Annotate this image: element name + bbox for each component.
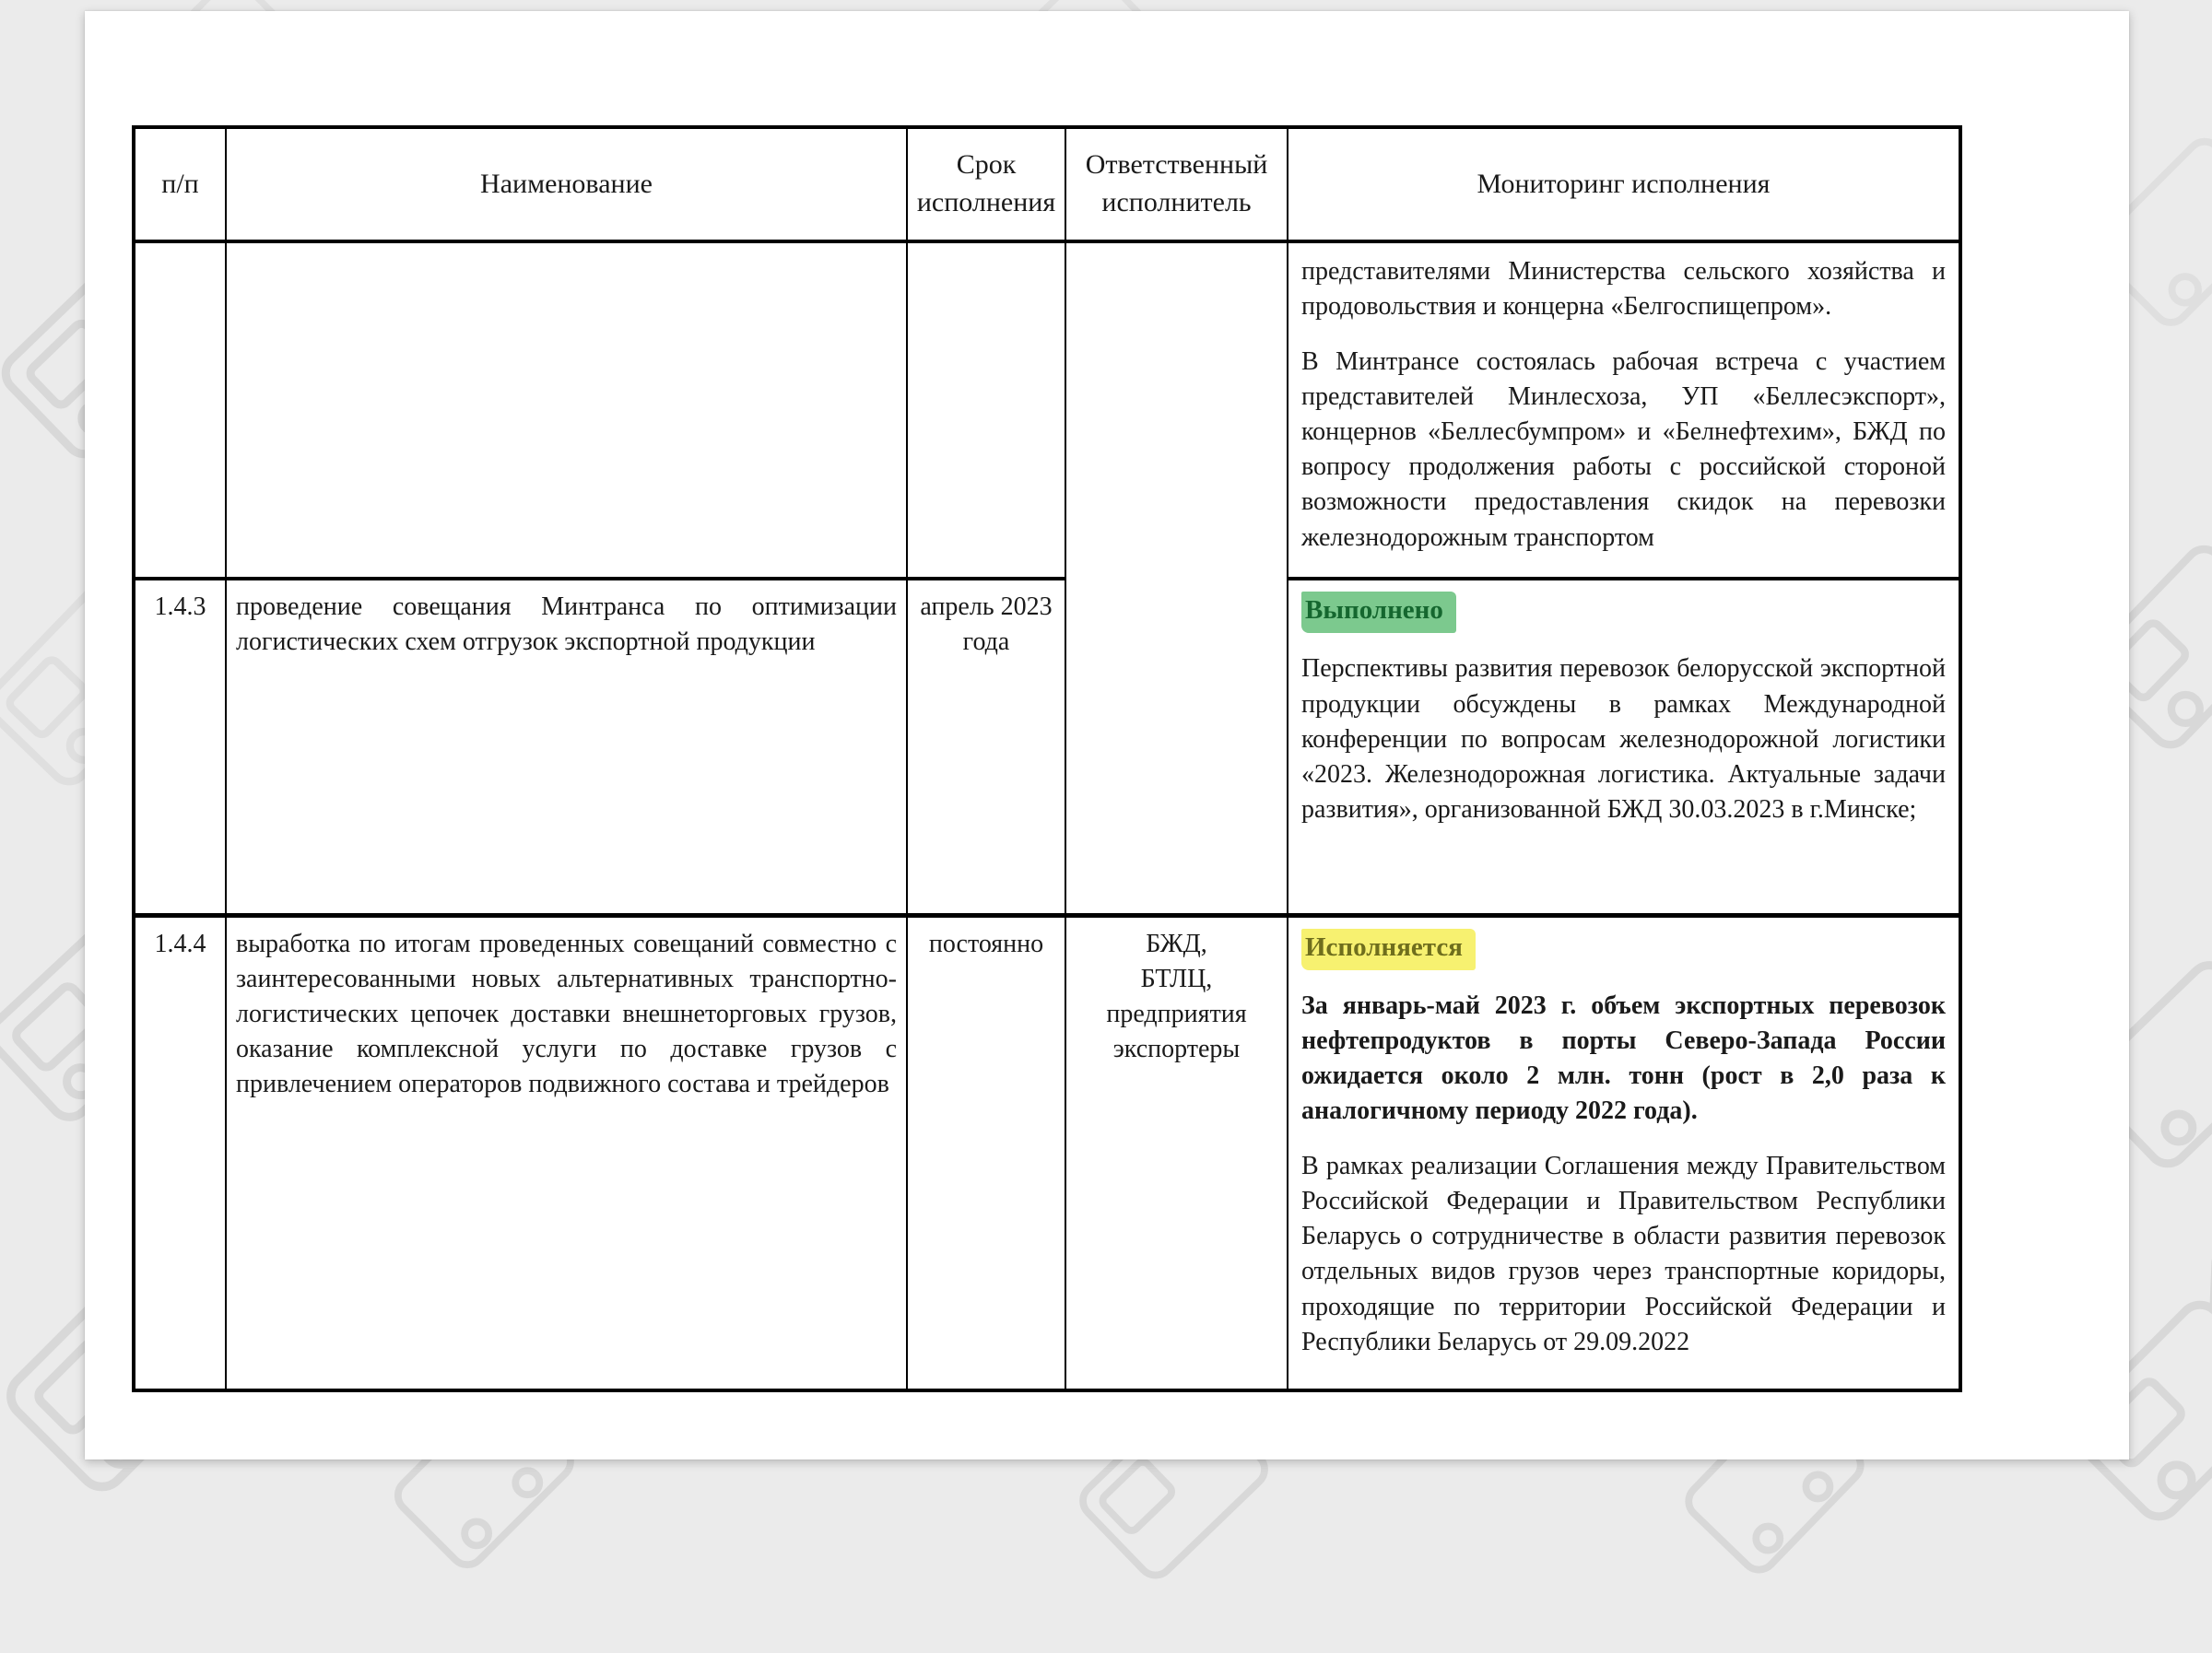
status-badge-done: Выполнено xyxy=(1301,592,1456,633)
column-header-monitoring: Мониторинг исполнения xyxy=(1288,127,1960,241)
table-row-continuation xyxy=(134,241,1960,579)
monitoring-paragraph: Перспективы развития перевозок белорусской экспортной продукции обсуждены в рамках Международной конференции по вопросам железнодорожной логистики «2023. Железнодорожная логистика. Актуальные задачи развития», организованной БЖД 30.03.2023 в г.Минске; xyxy=(1301,654,1946,824)
responsible-line: БЖД, xyxy=(1146,929,1207,958)
cell-monitoring xyxy=(1288,915,1960,1390)
cell-name xyxy=(226,241,907,579)
responsible-line: предприятия xyxy=(1106,999,1247,1028)
column-header-responsible: Ответственный исполнитель xyxy=(1065,127,1288,241)
cell-num: 1.4.3 xyxy=(134,579,226,915)
monitoring-paragraph: В рамках реализации Соглашения между Правительством Российской Федерации и Правительством Республики Беларусь о сотрудничестве в области развития перевозок отдельных видов грузов через транспортные коридоры, проходящие по территории Российской Федерации и Республики Беларусь от 29.09.2022 xyxy=(1301,1152,1946,1356)
monitoring-paragraph-bold: За январь-май 2023 г. объем экспортных перевозок нефтепродуктов в порты Северо-Запада России ожидается около 2 млн. тонн (рост в 2,0 раза к аналогичному периоду 2022 года). xyxy=(1301,991,1946,1126)
cell-monitoring xyxy=(1288,579,1960,915)
responsible-line: экспортеры xyxy=(1112,1034,1241,1063)
cell-responsible-merged xyxy=(1065,241,1288,915)
table-row-1-4-3 xyxy=(134,579,1960,915)
responsible-line: БТЛЦ, xyxy=(1140,964,1213,993)
cell-term xyxy=(907,241,1065,579)
monitoring-paragraph: В Минтрансе состоялась рабочая встреча с участием представителей Минлесхоза, УП «Беллесэкспорт», концернов «Беллесбумпром» и «Белнефтехим», БЖД по вопросу продолжения работы с российской стороной возможности предоставления скидок на перевозки железнодорожным транспортом xyxy=(1301,347,1946,552)
cell-term: апрель 2023 года xyxy=(907,579,1065,915)
cell-num: 1.4.4 xyxy=(134,915,226,1390)
column-header-name: Наименование xyxy=(226,127,907,241)
column-header-term: Срок исполнения xyxy=(907,127,1065,241)
cell-monitoring xyxy=(1288,241,1960,579)
column-header-num: п/п xyxy=(134,127,226,241)
cell-name: выработка по итогам проведенных совещаний совместно с заинтересованными новых альтернативных транспортно-логистических цепочек доставки внешнеторговых грузов, оказание комплексной услуги по доставке грузов с привлечением операторов подвижного состава и трейдеров xyxy=(226,915,907,1390)
cell-term: постоянно xyxy=(907,915,1065,1390)
cell-name: проведение совещания Минтранса по оптимизации логистических схем отгрузок экспортной продукции xyxy=(226,579,907,915)
monitoring-table xyxy=(132,125,1962,1392)
table-header-row xyxy=(134,127,1960,241)
cell-responsible xyxy=(1065,915,1288,1390)
monitoring-paragraph: представителями Министерства сельского хозяйства и продовольствия и концерна «Белгоспищепром». xyxy=(1301,257,1946,322)
cell-num xyxy=(134,241,226,579)
status-badge-in-progress: Исполняется xyxy=(1301,929,1476,970)
table-row-1-4-4 xyxy=(134,915,1960,1390)
